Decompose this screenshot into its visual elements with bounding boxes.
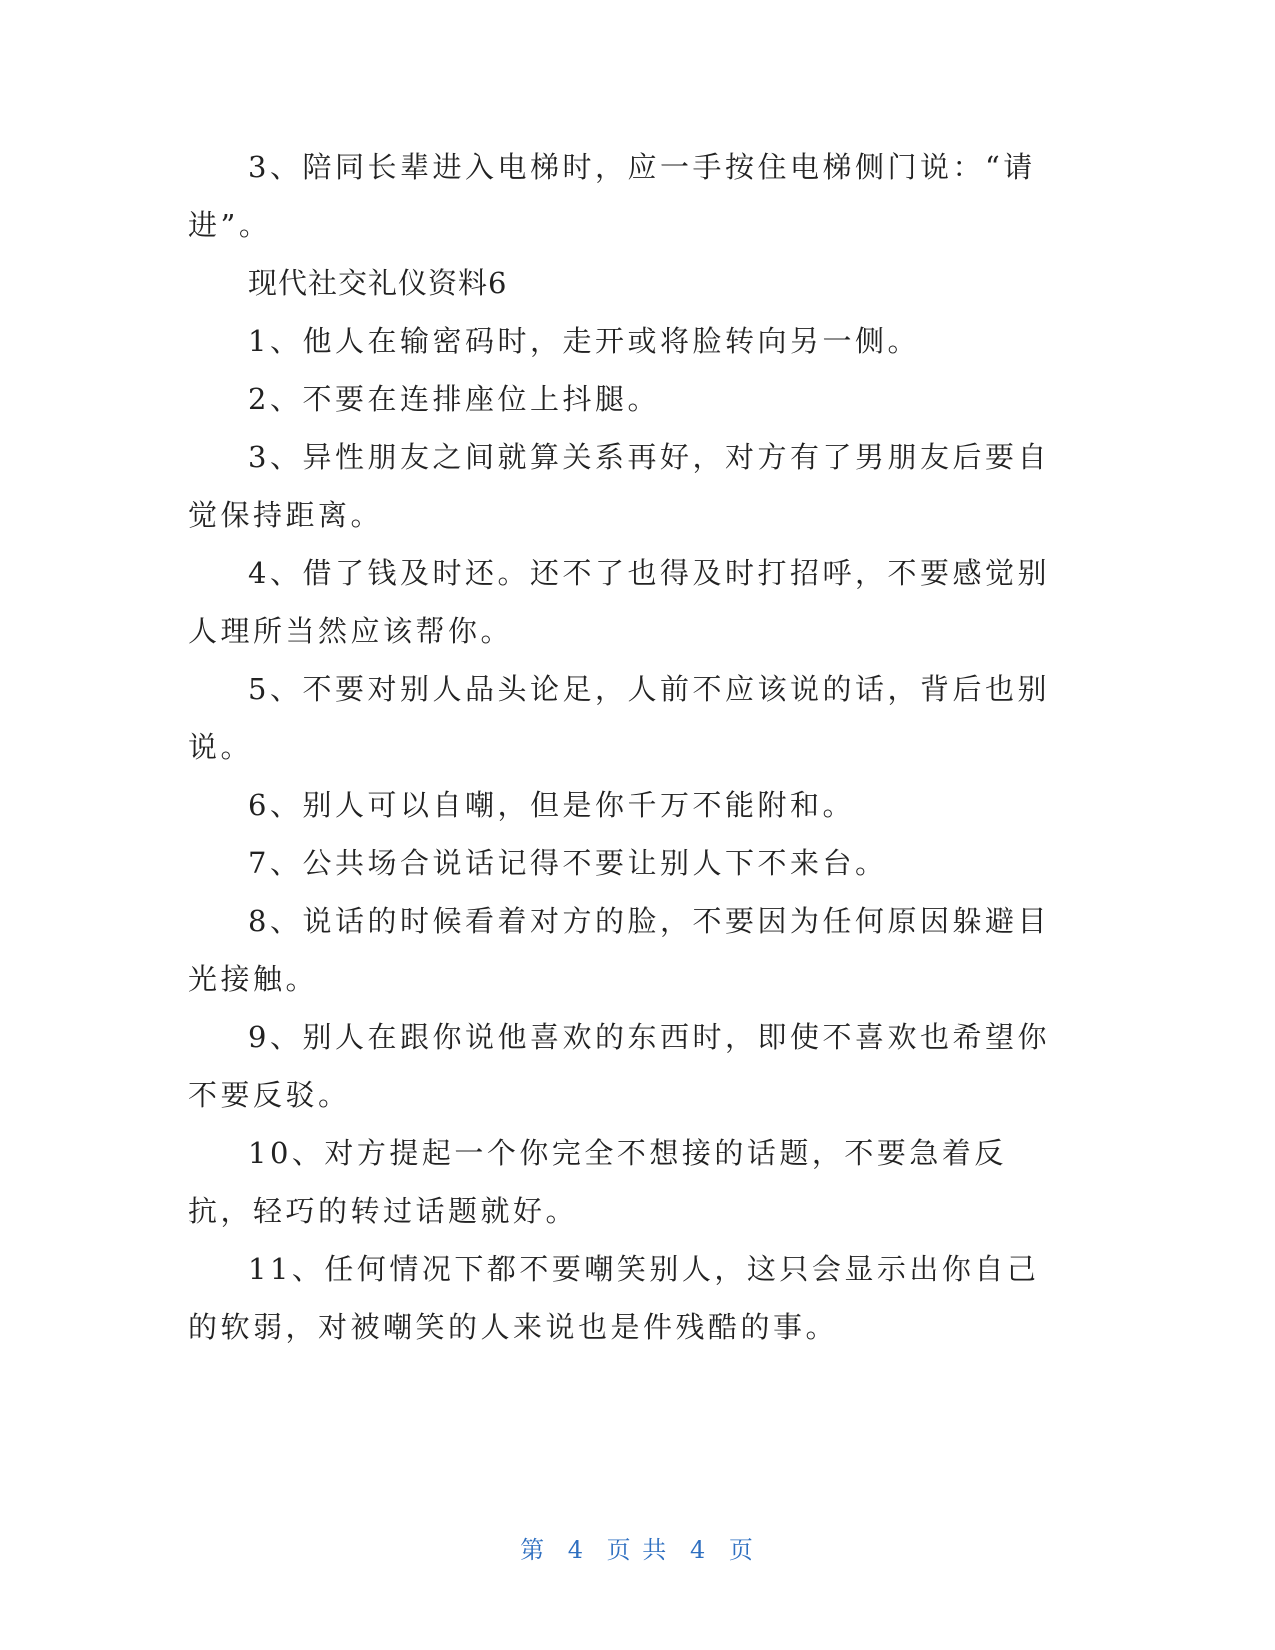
document-body xyxy=(188,138,1068,1356)
list-item: 4、借了钱及时还。还不了也得及时打招呼，不要感觉别人理所当然应该帮你。 xyxy=(188,556,1050,648)
page-label-mid: 页 共 xyxy=(606,1536,669,1564)
list-item: 7、公共场合说话记得不要让别人下不来台。 xyxy=(248,846,888,880)
total-pages-number: 4 xyxy=(689,1536,708,1564)
list-item: 1、他人在输密码时，走开或将脸转向另一侧。 xyxy=(248,324,920,358)
list-item: 6、别人可以自嘲，但是你千万不能附和。 xyxy=(248,788,855,822)
list-item: 8、说话的时候看着对方的脸，不要因为任何原因躲避目光接触。 xyxy=(188,904,1050,996)
list-item: 2、不要在连排座位上抖腿。 xyxy=(248,382,660,416)
list-item: 11、任何情况下都不要嘲笑别人，这只会显示出你自己的软弱，对被嘲笑的人来说也是件残酷的事。 xyxy=(188,1252,1040,1344)
section-heading: 现代社交礼仪资料6 xyxy=(248,266,508,300)
list-item: 5、不要对别人品头论足，人前不应该说的话，背后也别说。 xyxy=(188,672,1050,764)
page-label-prefix: 第 xyxy=(520,1536,547,1564)
list-item: 3、异性朋友之间就算关系再好，对方有了男朋友后要自觉保持距离。 xyxy=(188,440,1050,532)
page-label-suffix: 页 xyxy=(728,1536,755,1564)
page-footer xyxy=(0,1530,1275,1565)
list-item: 10、对方提起一个你完全不想接的话题，不要急着反抗，轻巧的转过话题就好。 xyxy=(188,1136,1007,1228)
paragraph-elevator: 3、陪同长辈进入电梯时，应一手按住电梯侧门说：“请进”。 xyxy=(188,150,1036,242)
current-page-number: 4 xyxy=(567,1536,586,1564)
list-item: 9、别人在跟你说他喜欢的东西时，即使不喜欢也希望你不要反驳。 xyxy=(188,1020,1050,1112)
